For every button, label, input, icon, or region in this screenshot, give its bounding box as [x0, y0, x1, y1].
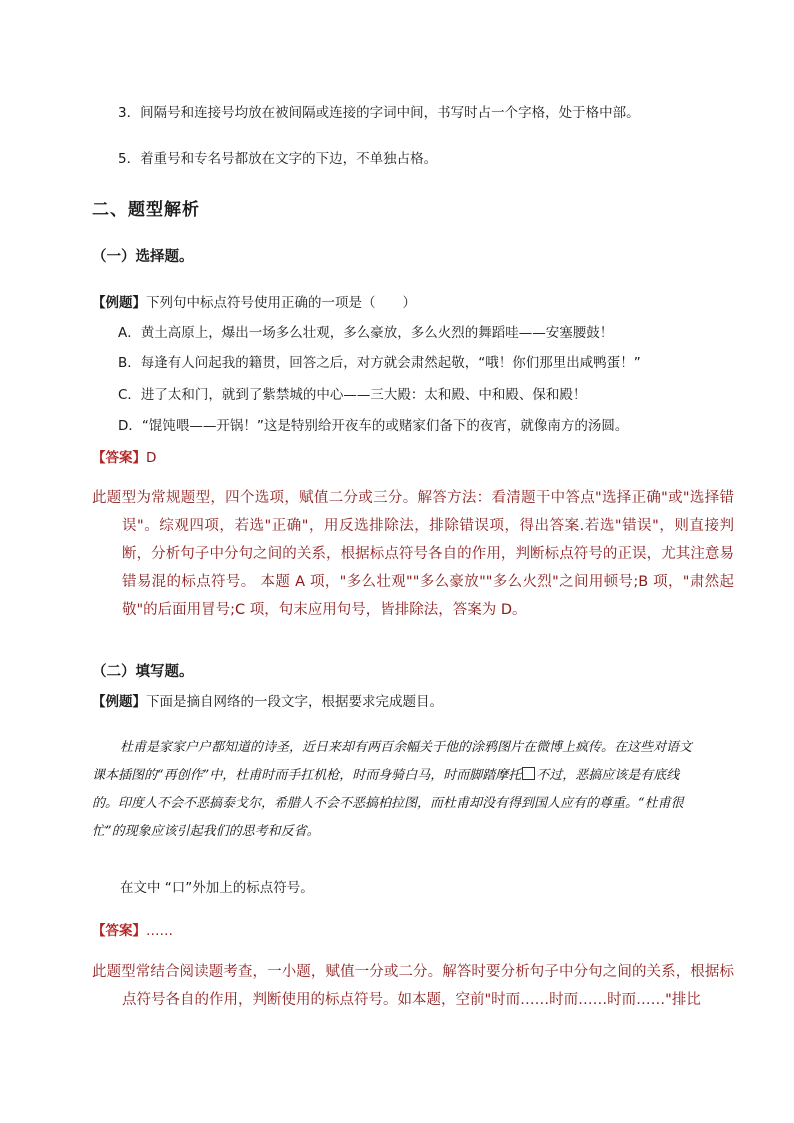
fill-instruction: 在文中 “口”外加上的标点符号。	[120, 880, 314, 896]
answer-tag: 【答案】	[92, 450, 146, 466]
choice-analysis: 此题型为常规题型，四个选项，赋值二分或三分。解答方法：看清题干中答点"选择正确"或"选择错误"。综观四项，若选"正确"，用反选排除法，排除错误项，得出答案.若选"错误"，则直接判断，分析句子中分句之间的关系，根据标点符号各自的作用，判断标点符号的正误，尤其注意易错易混的标点符号。 本题 A 项，"多么壮观""多么豪放""多么火烈"之间用顿号;B 项，"肃然起敬"的后面用冒号;C 项，句末应用句号，皆排除法，答案为 D。	[92, 490, 734, 618]
example-tag: 【例题】	[92, 295, 146, 311]
answer-value: ……	[146, 923, 173, 939]
rule-item-5: 5．着重号和专名号都放在文字的下边，不单独占格。	[118, 151, 438, 167]
option-c: C．进了太和门，就到了紫禁城的中心——三大殿：太和殿、中和殿、保和殿！	[118, 387, 587, 403]
section-title: 二、题型解析	[92, 200, 200, 220]
fill-question	[92, 690, 443, 710]
example-tag: 【例题】	[92, 694, 146, 710]
option-b: B．每逢有人问起我的籍贯，回答之后，对方就会肃然起敬，“哦！你们那里出咸鸭蛋！”	[118, 355, 641, 371]
option-a: A．黄土高原上，爆出一场多么壮观，多么豪放，多么火烈的舞蹈哇——安塞腰鼓！	[118, 325, 614, 341]
answer-tag: 【答案】	[92, 923, 146, 939]
question-text: 下面是摘自网络的一段文字，根据要求完成题目。	[146, 694, 443, 710]
fill-answer	[92, 919, 173, 939]
passage	[92, 734, 704, 846]
option-d: D．“馄饨喂——开锅！”这是特别给开夜车的或赌家们备下的夜宵，就像南方的汤圆。	[118, 418, 629, 434]
question-text: 下列句中标点符号使用正确的一项是（ ）	[146, 295, 416, 311]
answer-value: D	[146, 450, 157, 466]
choice-answer	[92, 446, 156, 466]
blank-box	[522, 767, 535, 780]
fill-analysis: 此题型常结合阅读题考查，一小题，赋值一分或二分。解答时要分析句子中分句之间的关系，根据标点符号各自的作用，判断使用的标点符号。如本题，空前"时而……时而……时而……"排比	[92, 964, 734, 1008]
choice-question	[92, 291, 416, 311]
rule-item-3: 3．间隔号和连接号均放在被间隔或连接的字词中间，书写时占一个字格，处于格中部。	[118, 105, 640, 121]
fill-heading: （二）填写题。	[92, 664, 194, 680]
choice-heading: （一）选择题。	[92, 249, 194, 265]
passage-before: 杜甫是家家户户都知道的诗圣，近日来却有两百余幅关于他的涂鸦图片在微博上疯传。在这些对语文课本插图的“再创作”中，杜甫时而手扛机枪，时而身骑白马，时而脚踏摩托	[92, 740, 693, 783]
passage-after: 不过，恶搞应该是有底线的。印度人不会不恶搞泰戈尔，希腊人不会不恶搞柏拉图，而杜甫却没有得到国人应有的尊重。“杜甫很忙”的现象应该引起我们的思考和反省。	[92, 768, 684, 839]
